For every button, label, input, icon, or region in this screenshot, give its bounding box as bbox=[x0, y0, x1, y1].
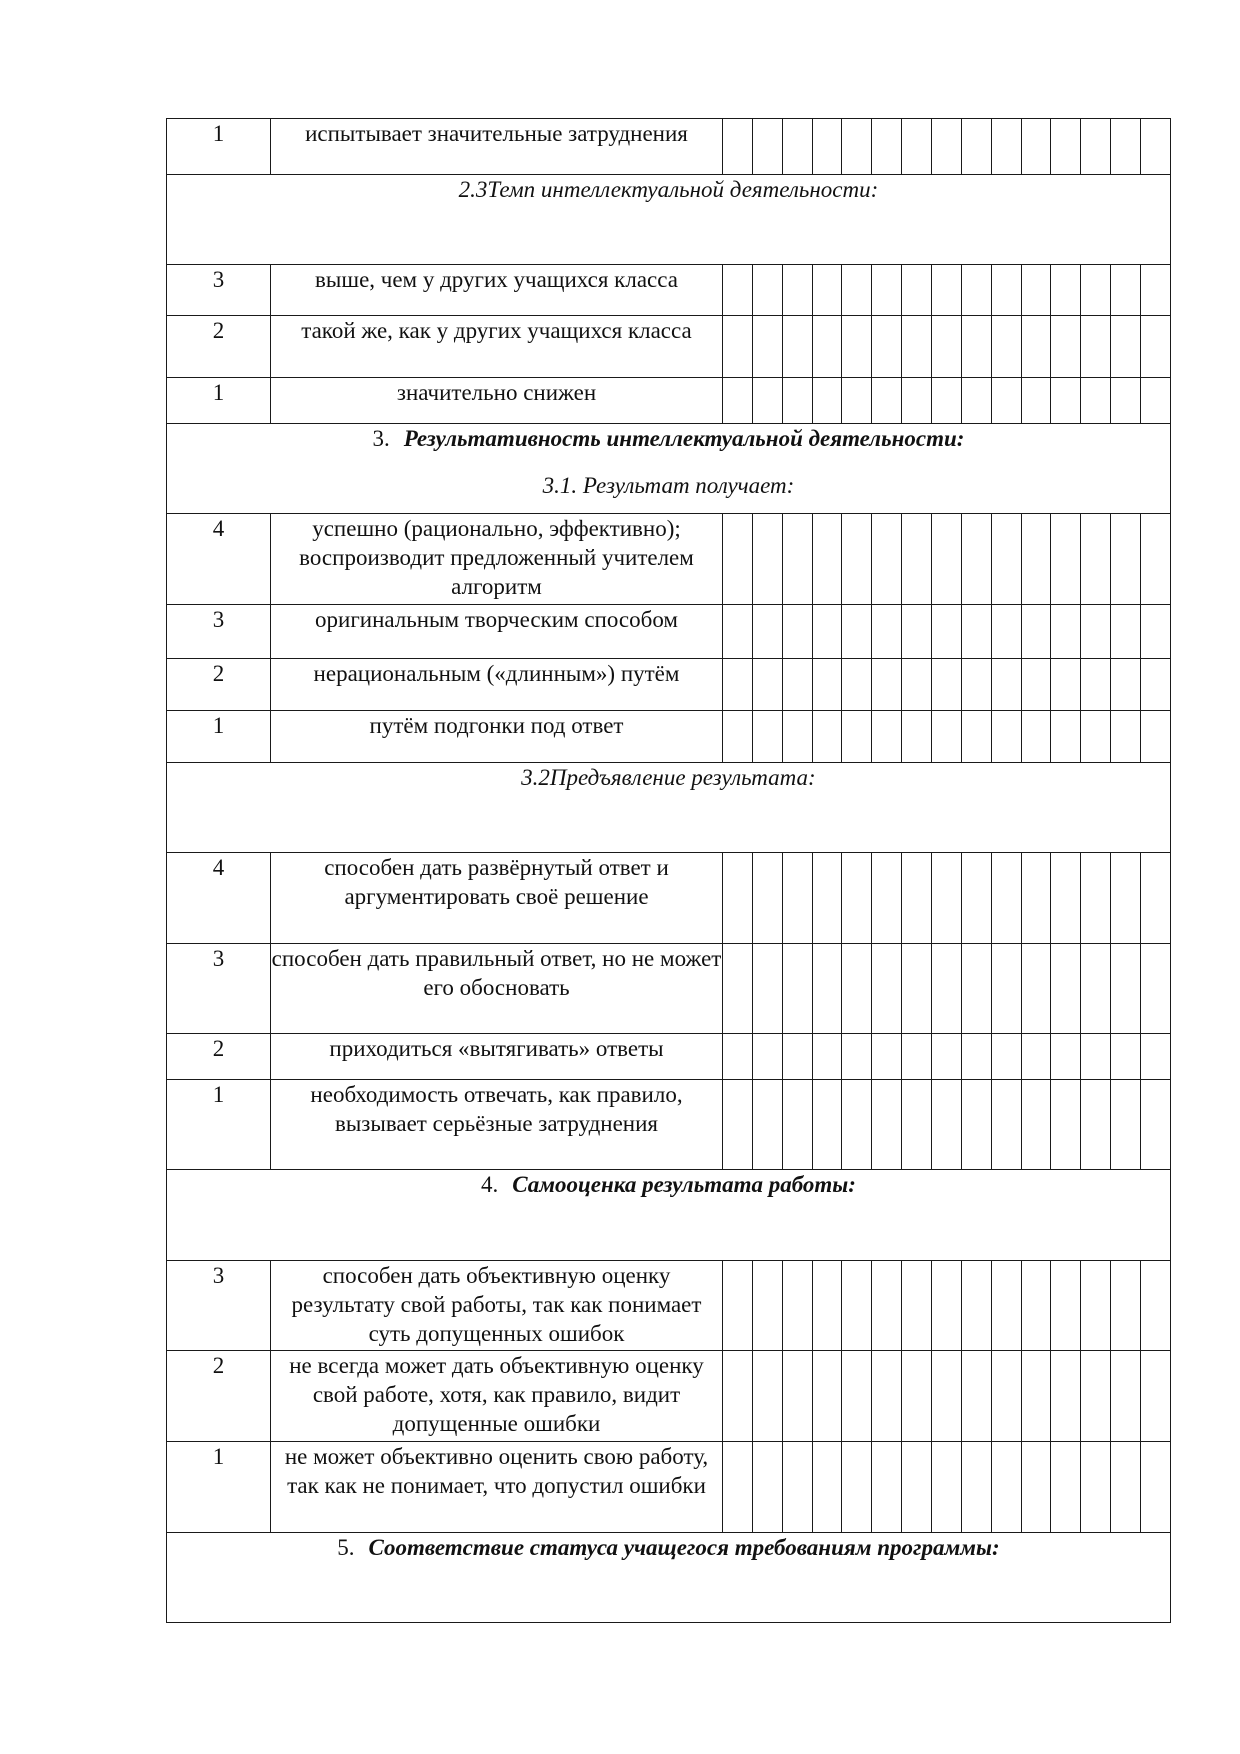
mark-cell[interactable] bbox=[1111, 265, 1141, 316]
mark-cell[interactable] bbox=[1111, 316, 1141, 378]
mark-cell[interactable] bbox=[1081, 119, 1111, 175]
mark-cell[interactable] bbox=[902, 853, 932, 944]
score-cell: 2 bbox=[167, 316, 271, 378]
mark-cell[interactable] bbox=[1141, 1261, 1171, 1351]
mark-cell[interactable] bbox=[1021, 853, 1051, 944]
section-heading-cell bbox=[167, 763, 1171, 853]
mark-cell[interactable] bbox=[1021, 1034, 1051, 1080]
criterion-cell: успешно (рационально, эффективно); воспроизводит предложенный учителем алгоритм bbox=[271, 514, 723, 605]
mark-cell[interactable] bbox=[752, 1351, 782, 1442]
mark-cell[interactable] bbox=[991, 514, 1021, 605]
mark-cell[interactable] bbox=[1021, 944, 1051, 1034]
subsection-title: 3.1. Результат получает: bbox=[542, 473, 795, 498]
table-row bbox=[167, 316, 1171, 378]
mark-cell[interactable] bbox=[812, 944, 842, 1034]
mark-cell[interactable] bbox=[902, 944, 932, 1034]
mark-cell[interactable] bbox=[812, 1261, 842, 1351]
criterion-cell: нерациональным («длинным») путём bbox=[271, 659, 723, 711]
mark-cell[interactable] bbox=[902, 605, 932, 659]
mark-cell[interactable] bbox=[1081, 514, 1111, 605]
mark-cell[interactable] bbox=[782, 1034, 812, 1080]
mark-cell[interactable] bbox=[1111, 1080, 1141, 1170]
mark-cell[interactable] bbox=[1141, 944, 1171, 1034]
mark-cell[interactable] bbox=[1141, 605, 1171, 659]
score-cell: 4 bbox=[167, 853, 271, 944]
section-number: 5. bbox=[337, 1535, 355, 1560]
mark-cell[interactable] bbox=[1141, 711, 1171, 763]
mark-cell[interactable] bbox=[1021, 1442, 1051, 1533]
table-row bbox=[167, 659, 1171, 711]
mark-cell[interactable] bbox=[842, 1034, 872, 1080]
score-cell: 3 bbox=[167, 944, 271, 1034]
mark-cell[interactable] bbox=[991, 265, 1021, 316]
mark-cell[interactable] bbox=[872, 378, 902, 424]
mark-cell[interactable] bbox=[812, 853, 842, 944]
mark-cell[interactable] bbox=[723, 944, 753, 1034]
mark-cell[interactable] bbox=[723, 514, 753, 605]
mark-cell[interactable] bbox=[1111, 659, 1141, 711]
mark-cell[interactable] bbox=[723, 378, 753, 424]
mark-cell[interactable] bbox=[842, 378, 872, 424]
mark-cell[interactable] bbox=[991, 853, 1021, 944]
mark-cell[interactable] bbox=[961, 265, 991, 316]
mark-cell[interactable] bbox=[1081, 659, 1111, 711]
mark-cell[interactable] bbox=[782, 378, 812, 424]
mark-cell[interactable] bbox=[812, 514, 842, 605]
mark-cell[interactable] bbox=[1051, 1442, 1081, 1533]
mark-cell[interactable] bbox=[961, 944, 991, 1034]
mark-cell[interactable] bbox=[991, 1080, 1021, 1170]
mark-cell[interactable] bbox=[932, 1351, 962, 1442]
mark-cell[interactable] bbox=[1111, 853, 1141, 944]
mark-cell[interactable] bbox=[1081, 378, 1111, 424]
mark-cell[interactable] bbox=[812, 119, 842, 175]
mark-cell[interactable] bbox=[961, 1261, 991, 1351]
section-title: Соответствие статуса учащегося требованиям программы: bbox=[368, 1535, 1000, 1560]
mark-cell[interactable] bbox=[782, 316, 812, 378]
mark-cell[interactable] bbox=[1051, 1080, 1081, 1170]
section-heading bbox=[167, 1533, 1170, 1562]
section-row bbox=[167, 1170, 1171, 1261]
mark-cell[interactable] bbox=[723, 265, 753, 316]
mark-cell[interactable] bbox=[1021, 265, 1051, 316]
mark-cell[interactable] bbox=[723, 1261, 753, 1351]
mark-cell[interactable] bbox=[812, 605, 842, 659]
mark-cell[interactable] bbox=[842, 659, 872, 711]
mark-cell[interactable] bbox=[932, 119, 962, 175]
mark-cell[interactable] bbox=[842, 711, 872, 763]
mark-cell[interactable] bbox=[1051, 1351, 1081, 1442]
mark-cell[interactable] bbox=[1081, 316, 1111, 378]
mark-cell[interactable] bbox=[902, 1442, 932, 1533]
mark-cell[interactable] bbox=[782, 514, 812, 605]
score-cell: 1 bbox=[167, 711, 271, 763]
mark-cell[interactable] bbox=[1051, 316, 1081, 378]
mark-cell[interactable] bbox=[1111, 1351, 1141, 1442]
criterion-cell: испытывает значительные затруднения bbox=[271, 119, 723, 175]
mark-cell[interactable] bbox=[812, 316, 842, 378]
mark-cell[interactable] bbox=[1021, 316, 1051, 378]
mark-cell[interactable] bbox=[1021, 1080, 1051, 1170]
mark-cell[interactable] bbox=[1051, 853, 1081, 944]
mark-cell[interactable] bbox=[782, 1261, 812, 1351]
mark-cell[interactable] bbox=[1051, 711, 1081, 763]
mark-cell[interactable] bbox=[932, 944, 962, 1034]
mark-cell[interactable] bbox=[723, 1442, 753, 1533]
mark-cell[interactable] bbox=[1021, 1351, 1051, 1442]
mark-cell[interactable] bbox=[991, 1034, 1021, 1080]
mark-cell[interactable] bbox=[782, 1080, 812, 1170]
mark-cell[interactable] bbox=[812, 1442, 842, 1533]
mark-cell[interactable] bbox=[842, 1442, 872, 1533]
mark-cell[interactable] bbox=[842, 605, 872, 659]
criterion-cell: путём подгонки под ответ bbox=[271, 711, 723, 763]
mark-cell[interactable] bbox=[932, 1034, 962, 1080]
criterion-cell: такой же, как у других учащихся класса bbox=[271, 316, 723, 378]
criterion-cell: способен дать правильный ответ, но не может его обосновать bbox=[271, 944, 723, 1034]
mark-cell[interactable] bbox=[991, 316, 1021, 378]
mark-cell[interactable] bbox=[961, 853, 991, 944]
mark-cell[interactable] bbox=[1111, 514, 1141, 605]
table-row bbox=[167, 378, 1171, 424]
mark-cell[interactable] bbox=[842, 1261, 872, 1351]
mark-cell[interactable] bbox=[723, 659, 753, 711]
mark-cell[interactable] bbox=[991, 1351, 1021, 1442]
section-row bbox=[167, 1533, 1171, 1623]
mark-cell[interactable] bbox=[1081, 1351, 1111, 1442]
mark-cell[interactable] bbox=[1141, 1034, 1171, 1080]
mark-cell[interactable] bbox=[812, 659, 842, 711]
mark-cell[interactable] bbox=[872, 1261, 902, 1351]
mark-cell[interactable] bbox=[872, 1351, 902, 1442]
mark-cell[interactable] bbox=[872, 944, 902, 1034]
section-title: 2.3Темп интеллектуальной деятельности: bbox=[458, 177, 879, 202]
table-row bbox=[167, 514, 1171, 605]
mark-cell[interactable] bbox=[961, 1351, 991, 1442]
mark-cell[interactable] bbox=[723, 605, 753, 659]
table-row bbox=[167, 265, 1171, 316]
mark-cell[interactable] bbox=[723, 853, 753, 944]
criterion-cell: способен дать развёрнутый ответ и аргументировать своё решение bbox=[271, 853, 723, 944]
mark-cell[interactable] bbox=[932, 378, 962, 424]
criterion-cell: необходимость отвечать, как правило, вызывает серьёзные затруднения bbox=[271, 1080, 723, 1170]
section-title: 3.2Предъявление результата: bbox=[521, 765, 816, 790]
section-heading-cell bbox=[167, 175, 1171, 265]
mark-cell[interactable] bbox=[812, 1034, 842, 1080]
mark-cell[interactable] bbox=[1111, 1261, 1141, 1351]
mark-cell[interactable] bbox=[991, 944, 1021, 1034]
table-row bbox=[167, 119, 1171, 175]
mark-cell[interactable] bbox=[782, 944, 812, 1034]
mark-cell[interactable] bbox=[842, 265, 872, 316]
mark-cell[interactable] bbox=[872, 711, 902, 763]
mark-cell[interactable] bbox=[902, 378, 932, 424]
mark-cell[interactable] bbox=[1081, 265, 1111, 316]
mark-cell[interactable] bbox=[1141, 119, 1171, 175]
mark-cell[interactable] bbox=[752, 1080, 782, 1170]
mark-cell[interactable] bbox=[932, 1080, 962, 1170]
mark-cell[interactable] bbox=[932, 1261, 962, 1351]
mark-cell[interactable] bbox=[961, 514, 991, 605]
mark-cell[interactable] bbox=[842, 514, 872, 605]
section-heading-cell bbox=[167, 1170, 1171, 1261]
mark-cell[interactable] bbox=[782, 853, 812, 944]
mark-cell[interactable] bbox=[902, 659, 932, 711]
mark-cell[interactable] bbox=[782, 1442, 812, 1533]
mark-cell[interactable] bbox=[1051, 944, 1081, 1034]
mark-cell[interactable] bbox=[1051, 1034, 1081, 1080]
mark-cell[interactable] bbox=[961, 1034, 991, 1080]
mark-cell[interactable] bbox=[723, 1080, 753, 1170]
score-cell: 4 bbox=[167, 514, 271, 605]
section-heading bbox=[167, 424, 1170, 453]
mark-cell[interactable] bbox=[1021, 514, 1051, 605]
section-number: 4. bbox=[480, 1172, 499, 1197]
mark-cell[interactable] bbox=[782, 605, 812, 659]
mark-cell[interactable] bbox=[1051, 659, 1081, 711]
score-cell: 3 bbox=[167, 1261, 271, 1351]
mark-cell[interactable] bbox=[1081, 1442, 1111, 1533]
mark-cell[interactable] bbox=[723, 119, 753, 175]
mark-cell[interactable] bbox=[842, 119, 872, 175]
mark-cell[interactable] bbox=[872, 1080, 902, 1170]
mark-cell[interactable] bbox=[752, 1261, 782, 1351]
section-heading bbox=[167, 763, 1170, 792]
mark-cell[interactable] bbox=[991, 711, 1021, 763]
mark-cell[interactable] bbox=[752, 316, 782, 378]
mark-cell[interactable] bbox=[752, 605, 782, 659]
mark-cell[interactable] bbox=[842, 944, 872, 1034]
mark-cell[interactable] bbox=[752, 514, 782, 605]
criterion-cell: оригинальным творческим способом bbox=[271, 605, 723, 659]
mark-cell[interactable] bbox=[1111, 605, 1141, 659]
mark-cell[interactable] bbox=[872, 1442, 902, 1533]
mark-cell[interactable] bbox=[932, 659, 962, 711]
mark-cell[interactable] bbox=[902, 1080, 932, 1170]
mark-cell[interactable] bbox=[752, 853, 782, 944]
criterion-cell: не всегда может дать объективную оценку свой работе, хотя, как правило, видит допущенные ошибки bbox=[271, 1351, 723, 1442]
mark-cell[interactable] bbox=[1051, 1261, 1081, 1351]
score-cell: 1 bbox=[167, 1442, 271, 1533]
criterion-cell: значительно снижен bbox=[271, 378, 723, 424]
mark-cell[interactable] bbox=[902, 1034, 932, 1080]
mark-cell[interactable] bbox=[1111, 1034, 1141, 1080]
mark-cell[interactable] bbox=[1081, 944, 1111, 1034]
mark-cell[interactable] bbox=[961, 119, 991, 175]
mark-cell[interactable] bbox=[752, 119, 782, 175]
mark-cell[interactable] bbox=[872, 316, 902, 378]
criterion-cell: выше, чем у других учащихся класса bbox=[271, 265, 723, 316]
mark-cell[interactable] bbox=[961, 378, 991, 424]
mark-cell[interactable] bbox=[842, 1080, 872, 1170]
mark-cell[interactable] bbox=[752, 944, 782, 1034]
mark-cell[interactable] bbox=[723, 711, 753, 763]
mark-cell[interactable] bbox=[842, 853, 872, 944]
section-heading bbox=[167, 175, 1170, 204]
mark-cell[interactable] bbox=[723, 1351, 753, 1442]
mark-cell[interactable] bbox=[991, 659, 1021, 711]
table-row bbox=[167, 853, 1171, 944]
mark-cell[interactable] bbox=[872, 265, 902, 316]
mark-cell[interactable] bbox=[1051, 119, 1081, 175]
mark-cell[interactable] bbox=[961, 711, 991, 763]
mark-cell[interactable] bbox=[872, 659, 902, 711]
mark-cell[interactable] bbox=[1141, 659, 1171, 711]
mark-cell[interactable] bbox=[902, 265, 932, 316]
section-title: Результативность интеллектуальной деятельности: bbox=[403, 426, 965, 451]
mark-cell[interactable] bbox=[842, 316, 872, 378]
mark-cell[interactable] bbox=[782, 1351, 812, 1442]
mark-cell[interactable] bbox=[872, 1034, 902, 1080]
mark-cell[interactable] bbox=[782, 659, 812, 711]
score-cell: 2 bbox=[167, 1351, 271, 1442]
table-row bbox=[167, 944, 1171, 1034]
criterion-cell: приходиться «вытягивать» ответы bbox=[271, 1034, 723, 1080]
mark-cell[interactable] bbox=[1141, 853, 1171, 944]
mark-cell[interactable] bbox=[991, 119, 1021, 175]
section-number: 3. bbox=[372, 426, 390, 451]
mark-cell[interactable] bbox=[961, 1442, 991, 1533]
mark-cell[interactable] bbox=[1141, 378, 1171, 424]
section-heading-cell bbox=[167, 1533, 1171, 1623]
mark-cell[interactable] bbox=[782, 119, 812, 175]
mark-cell[interactable] bbox=[1111, 1442, 1141, 1533]
mark-cell[interactable] bbox=[1081, 1261, 1111, 1351]
score-cell: 1 bbox=[167, 378, 271, 424]
score-cell: 3 bbox=[167, 605, 271, 659]
mark-cell[interactable] bbox=[812, 378, 842, 424]
mark-cell[interactable] bbox=[752, 1442, 782, 1533]
mark-cell[interactable] bbox=[1081, 711, 1111, 763]
table-row bbox=[167, 1080, 1171, 1170]
mark-cell[interactable] bbox=[872, 605, 902, 659]
mark-cell[interactable] bbox=[1021, 378, 1051, 424]
mark-cell[interactable] bbox=[902, 1351, 932, 1442]
mark-cell[interactable] bbox=[902, 1261, 932, 1351]
mark-cell[interactable] bbox=[902, 711, 932, 763]
mark-cell[interactable] bbox=[991, 1261, 1021, 1351]
mark-cell[interactable] bbox=[872, 119, 902, 175]
mark-cell[interactable] bbox=[1081, 853, 1111, 944]
table-row bbox=[167, 1261, 1171, 1351]
mark-cell[interactable] bbox=[1081, 1034, 1111, 1080]
table-row bbox=[167, 1034, 1171, 1080]
table-row bbox=[167, 1351, 1171, 1442]
mark-cell[interactable] bbox=[902, 514, 932, 605]
mark-cell[interactable] bbox=[812, 265, 842, 316]
criterion-cell: не может объективно оценить свою работу, так как не понимает, что допустил ошибки bbox=[271, 1442, 723, 1533]
table-row bbox=[167, 1442, 1171, 1533]
mark-cell[interactable] bbox=[961, 605, 991, 659]
mark-cell[interactable] bbox=[1051, 378, 1081, 424]
mark-cell[interactable] bbox=[932, 265, 962, 316]
mark-cell[interactable] bbox=[1021, 1261, 1051, 1351]
mark-cell[interactable] bbox=[1141, 265, 1171, 316]
mark-cell[interactable] bbox=[1021, 119, 1051, 175]
mark-cell[interactable] bbox=[1111, 119, 1141, 175]
mark-cell[interactable] bbox=[932, 711, 962, 763]
mark-cell[interactable] bbox=[932, 1442, 962, 1533]
mark-cell[interactable] bbox=[961, 659, 991, 711]
section-title: Самооценка результата работы: bbox=[512, 1172, 856, 1197]
mark-cell[interactable] bbox=[1141, 1442, 1171, 1533]
mark-cell[interactable] bbox=[812, 1080, 842, 1170]
mark-cell[interactable] bbox=[723, 316, 753, 378]
mark-cell[interactable] bbox=[1051, 605, 1081, 659]
mark-cell[interactable] bbox=[752, 659, 782, 711]
mark-cell[interactable] bbox=[872, 514, 902, 605]
mark-cell[interactable] bbox=[1081, 1080, 1111, 1170]
mark-cell[interactable] bbox=[1051, 514, 1081, 605]
section-heading bbox=[167, 1170, 1170, 1199]
mark-cell[interactable] bbox=[1141, 514, 1171, 605]
mark-cell[interactable] bbox=[961, 316, 991, 378]
mark-cell[interactable] bbox=[1111, 944, 1141, 1034]
mark-cell[interactable] bbox=[1081, 605, 1111, 659]
mark-cell[interactable] bbox=[991, 605, 1021, 659]
mark-cell[interactable] bbox=[1111, 711, 1141, 763]
assessment-table bbox=[166, 118, 1171, 1623]
score-cell: 2 bbox=[167, 1034, 271, 1080]
mark-cell[interactable] bbox=[782, 265, 812, 316]
mark-cell[interactable] bbox=[1141, 1351, 1171, 1442]
mark-cell[interactable] bbox=[961, 1080, 991, 1170]
assessment-table-body bbox=[167, 119, 1171, 1623]
score-cell: 3 bbox=[167, 265, 271, 316]
mark-cell[interactable] bbox=[932, 514, 962, 605]
mark-cell[interactable] bbox=[902, 119, 932, 175]
mark-cell[interactable] bbox=[902, 316, 932, 378]
mark-cell[interactable] bbox=[782, 711, 812, 763]
mark-cell[interactable] bbox=[752, 711, 782, 763]
mark-cell[interactable] bbox=[1141, 316, 1171, 378]
score-cell: 1 bbox=[167, 1080, 271, 1170]
score-cell: 1 bbox=[167, 119, 271, 175]
mark-cell[interactable] bbox=[991, 1442, 1021, 1533]
mark-cell[interactable] bbox=[1021, 605, 1051, 659]
mark-cell[interactable] bbox=[932, 316, 962, 378]
score-cell: 2 bbox=[167, 659, 271, 711]
mark-cell[interactable] bbox=[932, 853, 962, 944]
section-row bbox=[167, 763, 1171, 853]
criterion-cell: способен дать объективную оценку результату свой работы, так как понимает суть допущенных ошибок bbox=[271, 1261, 723, 1351]
mark-cell[interactable] bbox=[752, 1034, 782, 1080]
section-row bbox=[167, 424, 1171, 514]
mark-cell[interactable] bbox=[842, 1351, 872, 1442]
mark-cell[interactable] bbox=[872, 853, 902, 944]
mark-cell[interactable] bbox=[932, 605, 962, 659]
mark-cell[interactable] bbox=[1051, 265, 1081, 316]
table-row bbox=[167, 605, 1171, 659]
mark-cell[interactable] bbox=[723, 1034, 753, 1080]
mark-cell[interactable] bbox=[1021, 711, 1051, 763]
mark-cell[interactable] bbox=[1141, 1080, 1171, 1170]
mark-cell[interactable] bbox=[991, 378, 1021, 424]
table-row bbox=[167, 711, 1171, 763]
mark-cell[interactable] bbox=[1021, 659, 1051, 711]
section-row bbox=[167, 175, 1171, 265]
mark-cell[interactable] bbox=[812, 1351, 842, 1442]
section-heading-cell bbox=[167, 424, 1171, 514]
mark-cell[interactable] bbox=[752, 378, 782, 424]
mark-cell[interactable] bbox=[812, 711, 842, 763]
mark-cell[interactable] bbox=[1111, 378, 1141, 424]
mark-cell[interactable] bbox=[752, 265, 782, 316]
